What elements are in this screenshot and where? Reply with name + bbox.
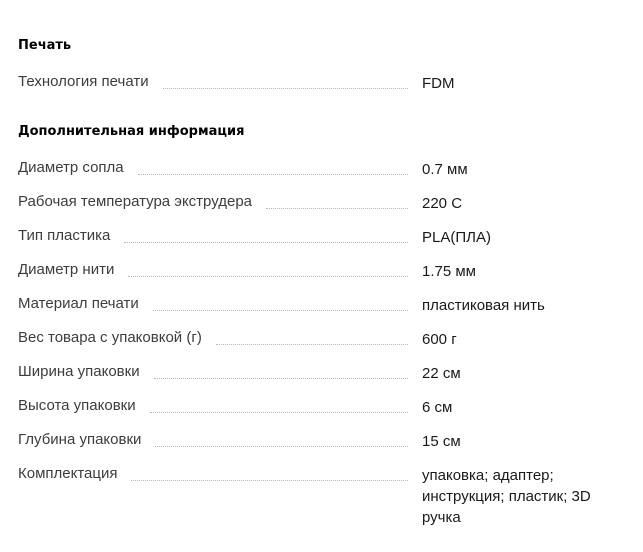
spec-row-package-height bbox=[18, 397, 618, 417]
spec-row-name bbox=[18, 261, 422, 279]
spec-row-plastic-type bbox=[18, 227, 618, 247]
spec-label: Диаметр нити bbox=[18, 261, 115, 278]
spec-row-filament-diameter bbox=[18, 261, 618, 281]
spec-row-name bbox=[18, 431, 422, 449]
spec-value: 22 см bbox=[422, 365, 461, 382]
dotted-leader bbox=[150, 412, 408, 413]
section-title-printing: Печать bbox=[18, 38, 72, 53]
dotted-leader bbox=[216, 344, 408, 345]
spec-label: Диаметр сопла bbox=[18, 159, 124, 176]
spec-row-nozzle-diameter bbox=[18, 159, 618, 179]
dotted-leader bbox=[138, 174, 408, 175]
spec-label: Комплектация bbox=[18, 465, 118, 482]
dotted-leader bbox=[155, 446, 408, 447]
spec-row-extruder-temperature bbox=[18, 193, 618, 213]
spec-label: Глубина упаковки bbox=[18, 431, 142, 448]
spec-value: FDM bbox=[422, 75, 455, 92]
spec-label: Технология печати bbox=[18, 73, 149, 90]
spec-value: 220 С bbox=[422, 195, 463, 212]
spec-row-name bbox=[18, 227, 422, 245]
spec-value: 15 см bbox=[422, 433, 461, 450]
spec-row-name bbox=[18, 465, 422, 483]
dotted-leader bbox=[153, 310, 408, 311]
spec-row-package-depth bbox=[18, 431, 618, 451]
spec-row-name bbox=[18, 159, 422, 177]
spec-label: Тип пластика bbox=[18, 227, 111, 244]
spec-row-name bbox=[18, 329, 422, 347]
dotted-leader bbox=[124, 242, 408, 243]
dotted-leader bbox=[163, 88, 408, 89]
dotted-leader bbox=[128, 276, 408, 277]
spec-row-name bbox=[18, 193, 422, 211]
spec-row-print-technology bbox=[18, 73, 618, 93]
spec-value: 1.75 мм bbox=[422, 263, 476, 280]
spec-value: 0.7 мм bbox=[422, 161, 468, 178]
spec-value: упаковка; адаптер; инструкция; пластик; 3D ручка bbox=[422, 467, 591, 526]
spec-row-name bbox=[18, 73, 422, 91]
spec-label: Рабочая температура экструдера bbox=[18, 193, 253, 210]
spec-row-name bbox=[18, 295, 422, 313]
dotted-leader bbox=[266, 208, 408, 209]
spec-row-name bbox=[18, 363, 422, 381]
section-title-additional-info: Дополнительная информация bbox=[18, 124, 245, 139]
spec-row-weight-with-package bbox=[18, 329, 618, 349]
spec-row-name bbox=[18, 397, 422, 415]
dotted-leader bbox=[154, 378, 408, 379]
spec-value: 600 г bbox=[422, 331, 457, 348]
spec-row-print-material bbox=[18, 295, 618, 315]
spec-value: 6 см bbox=[422, 399, 453, 416]
spec-label: Вес товара с упаковкой (г) bbox=[18, 329, 202, 346]
spec-row-package-width bbox=[18, 363, 618, 383]
spec-value: PLA(ПЛА) bbox=[422, 229, 491, 246]
spec-label: Материал печати bbox=[18, 295, 139, 312]
spec-label: Высота упаковки bbox=[18, 397, 136, 414]
spec-row-package-contents bbox=[18, 465, 618, 526]
dotted-leader bbox=[131, 480, 408, 481]
spec-value: пластиковая нить bbox=[422, 297, 545, 314]
spec-label: Ширина упаковки bbox=[18, 363, 140, 380]
